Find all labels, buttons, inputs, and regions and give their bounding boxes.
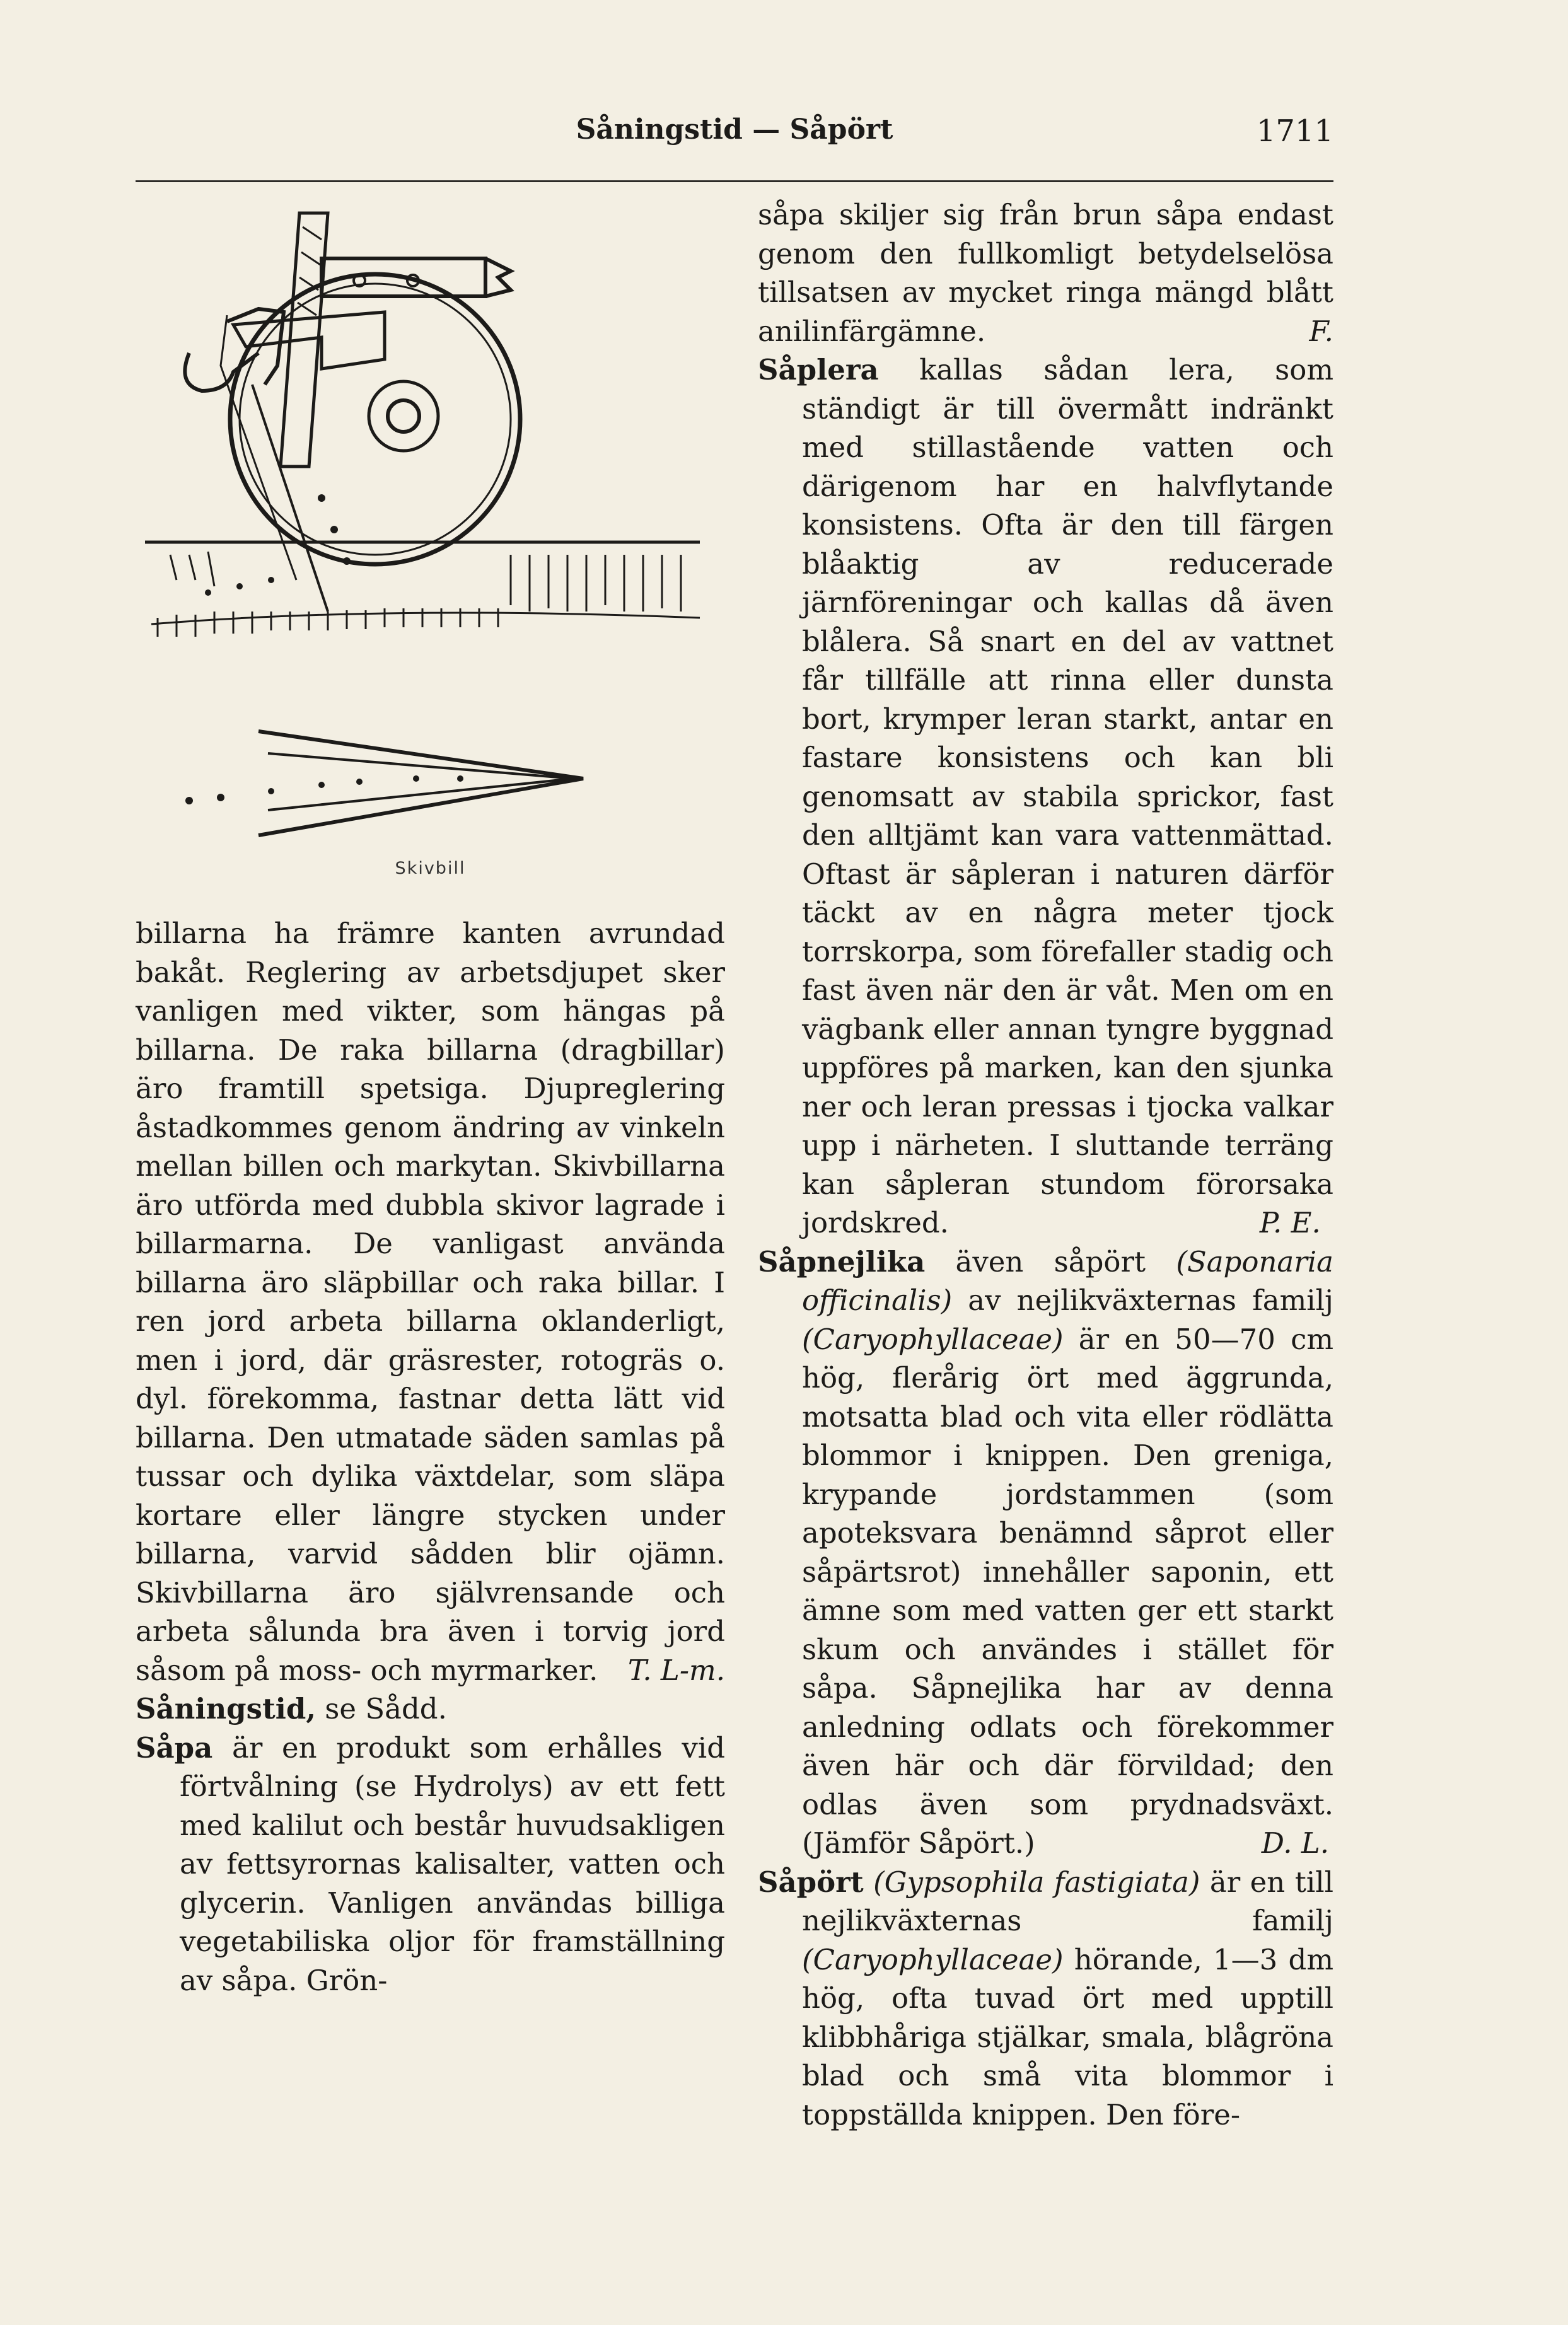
seed-drill-illustration (132, 202, 725, 864)
entry-lemma: Såningstid, (136, 1692, 316, 1725)
latin-name: (Gypsophila fastigiata) (863, 1865, 1200, 1899)
paragraph-text: såpa skiljer sig från brun såpa endast genom den fullkomligt betydelselösa tillsatsen av mycket ringa mängd blått anilinfärgämne. (758, 198, 1333, 348)
entry-text: se Sådd. (316, 1692, 447, 1725)
entry-lemma: Såpa (136, 1731, 213, 1765)
entry-saplera (758, 351, 1333, 1243)
left-column (136, 914, 725, 2000)
family-name: (Caryophyllaceae) (802, 1322, 1064, 1356)
entry-text: hörande, 1—3 dm hög, ofta tuvad ört med upptill klibbhåriga stjälkar, smala, blågröna blad och små vita blommor i toppställda knippen. Den före- (802, 1942, 1333, 2131)
author-signature: F. (1309, 314, 1333, 348)
entry-text: även såpört (925, 1244, 1176, 1278)
header-title: Såningstid — Såpört (576, 113, 893, 146)
entry-lemma: Såpört (758, 1865, 864, 1899)
header-rule (136, 180, 1333, 182)
entry-text: kallas sådan lera, som ständigt är till övermått indränkt med stillastående vatten och därigenom har en halvflytande konsistens. Ofta är den till färgen blåaktig av reducerade järnföreningar och kallas då även blålera. Så snart en del av vattnet får tillfälle att rinna eller dunsta bort, krymper leran starkt, antar en fastare konsistens och kan bli genomsatt av stabila sprickor, fast den alltjämt kan vara vattenmättad. Oftast är såpleran i naturen därför täckt av en några meter tjock torrskorpa, som förefaller stadig och fast även när den är våt. Men om en vägbank eller annan tyngre byggnad uppföres på marken, kan den sjunka ner och leran pressas i tjocka valkar upp i närheten. I sluttande terräng kan såpleran stundom förorsaka jordskred. (802, 353, 1333, 1239)
entry-text: är en produkt som erhålles vid förtvålning (se Hydrolys) av ett fett med kalilut och består huvudsakligen av fettsyrornas kalisalter, vatten och glycerin. Vanligen användas billiga vegetabiliska oljor för framställning av såpa. Grön- (180, 1731, 725, 1997)
author-signature: D. L. (1261, 1826, 1330, 1860)
entry-saport (758, 1863, 1333, 2135)
paragraph (136, 914, 725, 1690)
page-number: 1711 (1256, 113, 1333, 149)
entry-text: är en till nejlikväxternas familj (802, 1865, 1333, 1937)
family-name: (Caryophyllaceae) (802, 1942, 1064, 1976)
entry-lemma: Såpnejlika (758, 1244, 926, 1278)
paragraph (758, 195, 1333, 351)
figure-caption: Skivbill (395, 859, 466, 878)
entry-text: av nejlikväxternas familj (952, 1284, 1333, 1317)
latin-name: (Saponaria officinalis) (802, 1244, 1333, 1317)
right-column (758, 195, 1333, 2134)
running-header (136, 113, 1333, 158)
entry-text: är en 50—70 cm hög, flerårig ört med äggrunda, motsatta blad och vita eller rödlätta blommor i knippen. Den greniga, krypande jordstammen (som apoteksvara benämnd såprot eller såpärtsrot) innehåller saponin, ett ämne som med vatten ger ett starkt skum och användes i stället för såpa. Såpnejlika har av denna anledning odlats och förekommer även här och där förvildad; den odlas även som prydnadsväxt. (Jämför Såpört.) (802, 1322, 1333, 1860)
author-signature: P. E. (1259, 1206, 1321, 1239)
entry-sapa (136, 1729, 725, 2000)
entry-lemma: Såplera (758, 353, 879, 386)
author-signature: T. L-m. (627, 1653, 725, 1687)
entry-sapnejlika (758, 1243, 1333, 1863)
paragraph-text: billarna ha främre kanten avrundad bakåt. Reglering av arbetsdjupet sker vanligen med vikter, som hängas på billarna. De raka billarna (dragbillar) äro framtill spetsiga. Djupreglering åstadkommes genom ändring av vinkeln mellan billen och markytan. Skivbillarna äro utförda med dubbla skivor lagrade i billarmarna. De vanligast använda billarna äro släpbillar och raka billar. I ren jord arbeta billarna oklanderligt, men i jord, där gräsrester, rotogräs o. dyl. förekomma, fastnar detta lätt vid billarna. Den utmatade säden samlas på tussar och dylika växtdelar, som släpa kortare eller längre stycken under billarna, varvid sådden blir ojämn. Skivbillarna äro självrensande och arbeta sålunda bra även i torvig jord såsom på moss- och myrmarker. (136, 917, 725, 1687)
entry-saningstid (136, 1690, 725, 1729)
